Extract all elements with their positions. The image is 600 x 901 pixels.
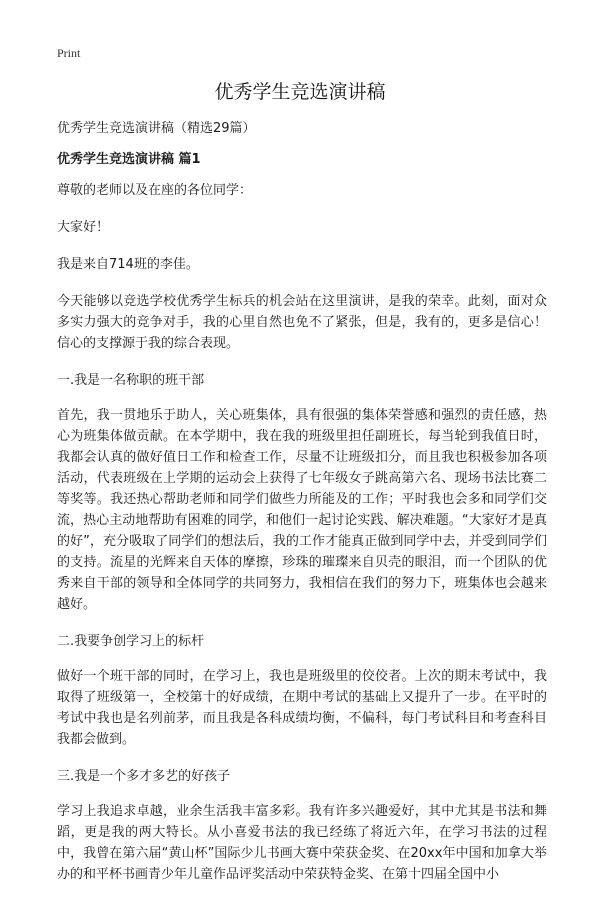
document-subtitle: 优秀学生竞选演讲稿（精选29篇） bbox=[57, 121, 256, 136]
point-heading-3: 三.我是一个多才多艺的好孩子 bbox=[57, 769, 231, 784]
section-title: 优秀学生竞选演讲稿 篇1 bbox=[57, 152, 201, 167]
paragraph-study: 做好一个班干部的同时，在学习上，我也是班级里的佼佼者。上次的期末考试中，我取得了班级第一，全校第十的好成绩，在期中考试的基础上又提升了一步。在平时的考试中我也是名列前茅，而且我是各科成绩均衡，不偏科，每门考试科目和考查科目我都会做到。 bbox=[57, 669, 547, 747]
salutation: 尊敬的老师以及在座的各位同学： bbox=[57, 183, 253, 198]
paragraph-talents: 学习上我追求卓越，业余生活我丰富多彩。我有许多兴趣爱好，其中尤其是书法和舞蹈，更是我的两大特长。从小喜爱书法的我已经练了将近六年，在学习书法的过程中，我曾在第六届“黄山杯”国际少儿书画大赛中荣获金奖、在20xx年中国和加拿大举办的和平杯书画青少年儿童作品评奖活动中荣获特金奖、在第十四届全国中小 bbox=[57, 804, 547, 882]
print-link[interactable]: Print bbox=[57, 46, 81, 60]
greeting: 大家好！ bbox=[57, 220, 110, 235]
page-title: 优秀学生竞选演讲稿 bbox=[214, 81, 386, 103]
document-body bbox=[57, 118, 547, 901]
point-heading-1: 一.我是一名称职的班干部 bbox=[57, 373, 205, 388]
self-introduction: 我是来自714班的李佳。 bbox=[57, 257, 199, 272]
point-heading-2: 二.我要争创学习上的标杆 bbox=[57, 634, 205, 649]
paragraph-intro: 今天能够以竞选学校优秀学生标兵的机会站在这里演讲，是我的荣幸。此刻，面对众多实力强大的竞争对手，我的心里自然也免不了紧张，但是，我有的，更多是信心！信心的支撑源于我的综合表现。 bbox=[57, 294, 547, 351]
paragraph-class-cadre: 首先，我一贯地乐于助人，关心班集体，具有很强的集体荣誉感和强烈的责任感，热心为班集体做贡献。在本学期中，我在我的班级里担任副班长，每当轮到我值日时，我都会认真的做好值日工作和检查工作，尽量不让班级扣分，而且我也积极参加各项活动，代表班级在上学期的运动会上获得了七年级女子跳高第六名、现场书法比赛二等奖等。我还热心帮助老师和同学们做些力所能及的工作；平时我也会多和同学们交流，热心主动地帮助有困难的同学，和他们一起讨论实践、解决难题。“大家好才是真的好”，充分吸取了同学们的想法后，我的工作才能真正做到同学中去，并受到同学们的支持。流星的光辉来自天体的摩擦，珍珠的璀璨来自贝壳的眼泪，而一个团队的优秀来自干部的领导和全体同学的共同努力，我相信在我们的努力下，班集体也会越来越好。 bbox=[57, 408, 547, 612]
